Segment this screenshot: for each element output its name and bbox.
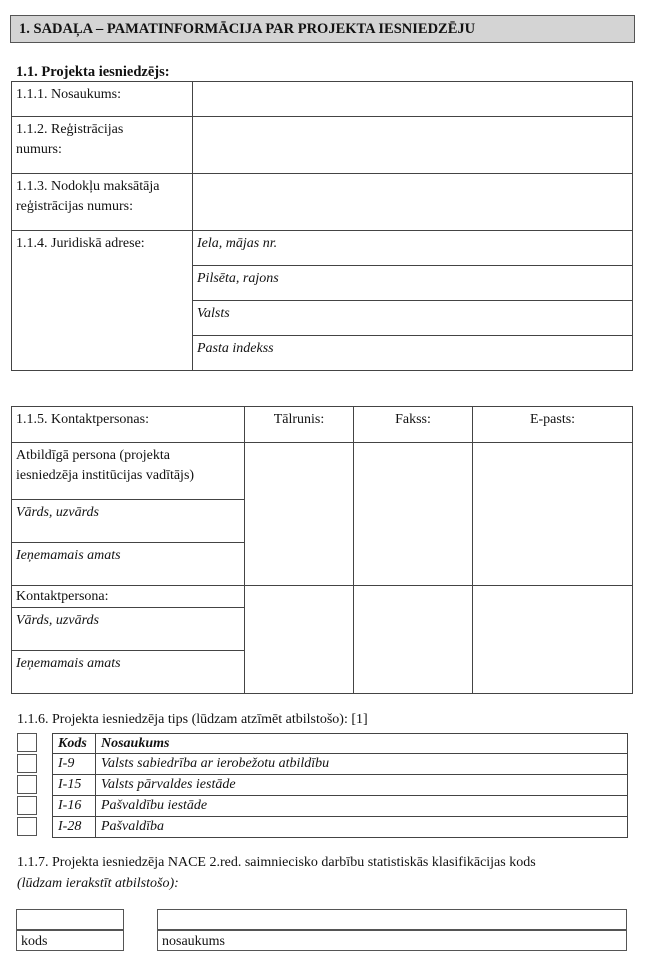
applicant-table bbox=[11, 81, 633, 371]
nace-subtitle: (lūdzam ierakstīt atbilstošo): bbox=[17, 876, 179, 891]
type-code: I-16 bbox=[53, 796, 96, 817]
address-label: 1.1.4. Juridiskā adrese: bbox=[12, 231, 193, 371]
type-code: I-9 bbox=[53, 754, 96, 775]
type-code: I-15 bbox=[53, 775, 96, 796]
type-name: Valsts pārvaldes iestāde bbox=[96, 775, 628, 796]
nace-name-label: nosaukums bbox=[157, 930, 627, 951]
type-checkbox-i15[interactable] bbox=[17, 775, 37, 794]
type-name: Pašvaldību iestāde bbox=[96, 796, 628, 817]
responsible-person-label: Atbildīgā persona (projekta iesniedzēja institūcijas vadītājs) bbox=[12, 443, 245, 500]
section-title: 1. SADAĻA – PAMATINFORMĀCIJA PAR PROJEKTA IESNIEDZĒJU bbox=[10, 15, 635, 43]
tax-number-input[interactable] bbox=[193, 174, 633, 231]
city-field[interactable]: Pilsēta, rajons bbox=[193, 266, 633, 301]
type-checkbox-header bbox=[17, 733, 37, 752]
email-column-header: E-pasts: bbox=[473, 407, 633, 443]
nace-code-input[interactable] bbox=[16, 909, 124, 930]
type-code: I-28 bbox=[53, 817, 96, 838]
responsible-email-input[interactable] bbox=[473, 443, 633, 586]
responsible-fax-input[interactable] bbox=[354, 443, 473, 586]
name-label: 1.1.1. Nosaukums: bbox=[12, 82, 193, 117]
nace-code-label: kods bbox=[16, 930, 124, 951]
contact-fax-input[interactable] bbox=[354, 586, 473, 694]
applicant-type-title: 1.1.6. Projekta iesniedzēja tips (lūdzam atzīmēt atbilstošo): [1] bbox=[17, 712, 368, 727]
type-name: Pašvaldība bbox=[96, 817, 628, 838]
applicant-type-table bbox=[52, 733, 628, 838]
reg-number-input[interactable] bbox=[193, 117, 633, 174]
type-checkbox-i16[interactable] bbox=[17, 796, 37, 815]
fax-column-header: Fakss: bbox=[354, 407, 473, 443]
reg-number-label: 1.1.2. Reģistrācijas numurs: bbox=[12, 117, 193, 174]
name-input[interactable] bbox=[193, 82, 633, 117]
contact-name-field[interactable]: Vārds, uzvārds bbox=[12, 608, 245, 651]
type-checkbox-i28[interactable] bbox=[17, 817, 37, 836]
contact-email-input[interactable] bbox=[473, 586, 633, 694]
contact-phone-input[interactable] bbox=[245, 586, 354, 694]
applicant-subtitle: 1.1. Projekta iesniedzējs: bbox=[16, 64, 170, 80]
responsible-position-field[interactable]: Ieņemamais amats bbox=[12, 543, 245, 586]
code-column-header: Kods bbox=[53, 734, 96, 754]
contacts-header: 1.1.5. Kontaktpersonas: bbox=[12, 407, 245, 443]
country-field[interactable]: Valsts bbox=[193, 301, 633, 336]
type-checkbox-i9[interactable] bbox=[17, 754, 37, 773]
postal-code-field[interactable]: Pasta indekss bbox=[193, 336, 633, 371]
street-field[interactable]: Iela, mājas nr. bbox=[193, 231, 633, 266]
name-column-header: Nosaukums bbox=[96, 734, 628, 754]
tax-number-label: 1.1.3. Nodokļu maksātāja reģistrācijas numurs: bbox=[12, 174, 193, 231]
responsible-name-field[interactable]: Vārds, uzvārds bbox=[12, 500, 245, 543]
nace-name-input[interactable] bbox=[157, 909, 627, 930]
phone-column-header: Tālrunis: bbox=[245, 407, 354, 443]
nace-title: 1.1.7. Projekta iesniedzēja NACE 2.red. saimniecisko darbību statistiskās klasifikācijas kods bbox=[17, 855, 536, 870]
type-name: Valsts sabiedrība ar ierobežotu atbildību bbox=[96, 754, 628, 775]
contact-position-field[interactable]: Ieņemamais amats bbox=[12, 651, 245, 694]
responsible-phone-input[interactable] bbox=[245, 443, 354, 586]
contact-person-label: Kontaktpersona: bbox=[12, 586, 245, 608]
contacts-table bbox=[11, 406, 633, 694]
